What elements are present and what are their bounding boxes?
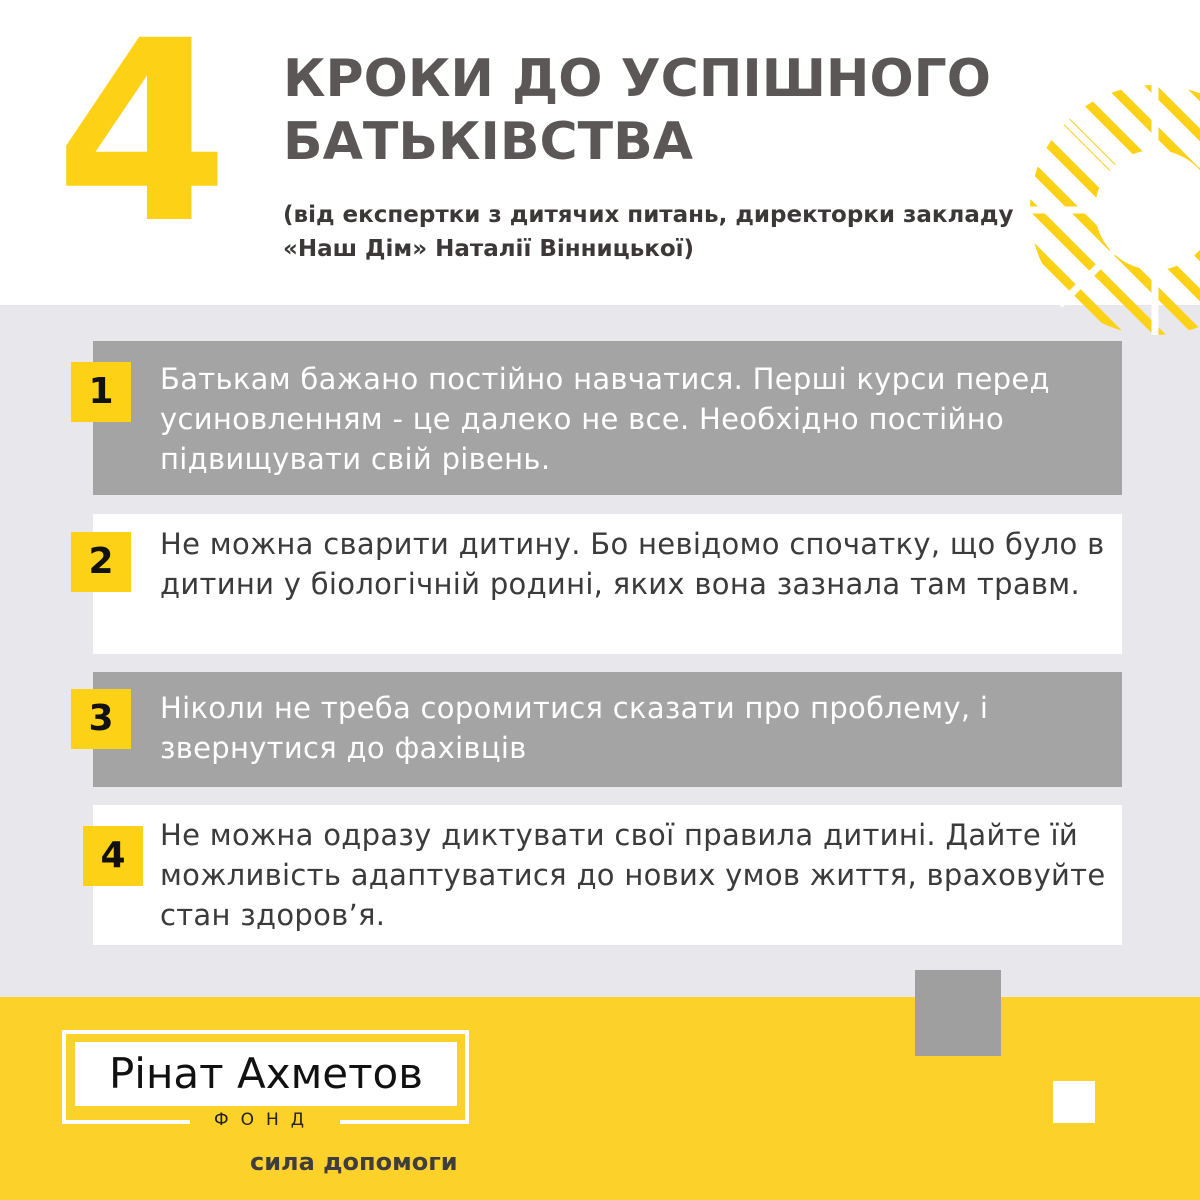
logo-subtitle: ФОНД — [190, 1108, 340, 1132]
tagline: сила допомоги — [250, 1148, 458, 1176]
decorative-gray-square — [915, 970, 1001, 1056]
step-number-badge: 1 — [71, 362, 131, 422]
header — [0, 0, 1200, 305]
logo-name: Рінат Ахметов — [75, 1042, 457, 1106]
step-3-card — [88, 672, 1122, 787]
step-4-card — [93, 805, 1122, 945]
big-number: 4 — [55, 0, 229, 278]
page-title: КРОКИ ДО УСПІШНОГО БАТЬКІВСТВА — [283, 49, 991, 172]
decorative-white-square — [1053, 1081, 1095, 1123]
step-2-card — [88, 514, 1122, 654]
step-text: Не можна одразу диктувати свої правила дитині. Дайте їй можливість адаптуватися до нових умов життя, враховуйте стан здоров’я. — [160, 818, 1106, 932]
step-text: Ніколи не треба соромитися сказати про проблему, і звернутися до фахівців — [160, 691, 989, 765]
step-number-badge: 2 — [71, 532, 131, 592]
step-text: Батькам бажано постійно навчатися. Перші курси перед усиновленням - це далеко не все. Необхідно постійно підвищувати свій рівень. — [160, 362, 1050, 476]
step-1-card — [88, 341, 1122, 495]
step-text: Не можна сварити дитину. Бо невідомо спочатку, що було в дитини у біологічній родині, яких вона зазнала там травм. — [160, 527, 1105, 601]
sun-rays-icon — [1030, 85, 1200, 335]
step-number-badge: 3 — [71, 689, 131, 749]
step-number-badge: 4 — [83, 826, 143, 886]
page-subtitle: (від експертки з дитячих питань, директорки закладу «Наш Дім» Наталії Вінницької) — [283, 202, 1014, 262]
